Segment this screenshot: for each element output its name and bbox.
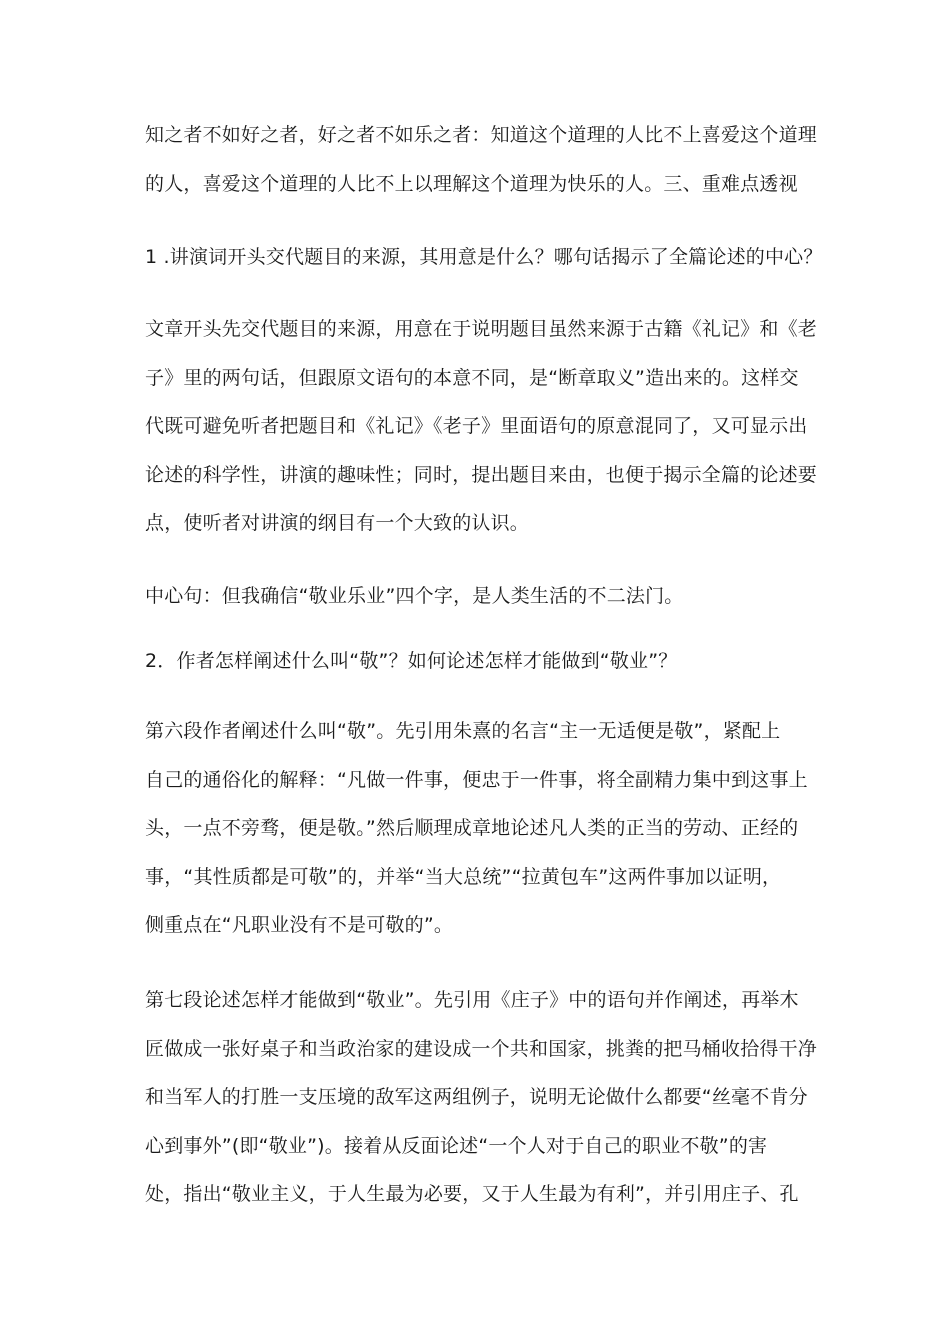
text-line: 第七段论述怎样才能做到“敬业”。先引用《庄子》中的语句并作阐述，再举木 (145, 989, 799, 1011)
paragraph-quote-explanation (145, 111, 818, 208)
text-line: 子》里的两句话，但跟原文语句的本意不同，是“断章取义”造出来的。这样交 (145, 366, 799, 389)
text-line: 侧重点在“凡职业没有不是可敬的”。 (145, 914, 454, 936)
text-line: 论述的科学性，讲演的趣味性；同时，提出题目来由，也便于揭示全篇的论述要 (145, 463, 818, 486)
text-line: 匠做成一张好桌子和当政治家的建设成一个共和国家，挑粪的把马桶收拾得干净 (145, 1037, 818, 1060)
question-2 (145, 637, 813, 686)
text-line: 事，“其性质都是可敬”的，并举“当大总统”“拉黄包车”这两件事加以证明， (145, 865, 782, 888)
text-line: 中心句：但我确信“敬业乐业”四个字，是人类生活的不二法门。 (145, 585, 684, 607)
text-line: 第六段作者阐述什么叫“敬”。先引用朱熹的名言“主一无适便是敬”，紧配上 (145, 720, 781, 742)
text-line: 处，指出“敬业主义，于人生最为必要，又于人生最为有利”，并引用庄子、孔 (145, 1183, 799, 1205)
text-line: 知之者不如好之者，好之者不如乐之者：知道这个道理的人比不上喜爱这个道理 (145, 124, 818, 146)
answer-1 (145, 305, 818, 548)
text-line: 文章开头先交代题目的来源，用意在于说明题目虽然来源于古籍《礼记》和《老 (145, 318, 818, 340)
central-sentence (145, 572, 813, 621)
answer-2-paragraph-7 (145, 976, 818, 1219)
text-line: 自己的通俗化的解释：“凡做一件事，便忠于一件事，将全副精力集中到这事上 (145, 768, 808, 791)
text-line: 头，一点不旁骛，便是敬。”然后顺理成章地论述凡人类的正当的劳动、正经的 (145, 817, 799, 839)
text-line: 1 .讲演词开头交代题目的来源，其用意是什么？哪句话揭示了全篇论述的中心？ (145, 246, 823, 268)
text-line: 2．作者怎样阐述什么叫“敬”？如何论述怎样才能做到“敬业”？ (145, 650, 678, 672)
question-1 (145, 233, 823, 282)
text-line: 代既可避免听者把题目和《礼记》《老子》里面语句的原意混同了，又可显示出 (145, 415, 808, 437)
text-line: 的人，喜爱这个道理的人比不上以理解这个道理为快乐的人。三、重难点透视 (145, 172, 798, 195)
text-line: 和当军人的打胜一支压境的敌军这两组例子，说明无论做什么都要“丝毫不肯分 (145, 1086, 808, 1108)
text-line: 心到事外”(即“敬业”)。接着从反面论述“一个人对于自己的职业不敬”的害 (145, 1134, 768, 1157)
text-line: 点，使听者对讲演的纲目有一个大致的认识。 (145, 512, 530, 534)
answer-2-paragraph-6 (145, 707, 813, 950)
